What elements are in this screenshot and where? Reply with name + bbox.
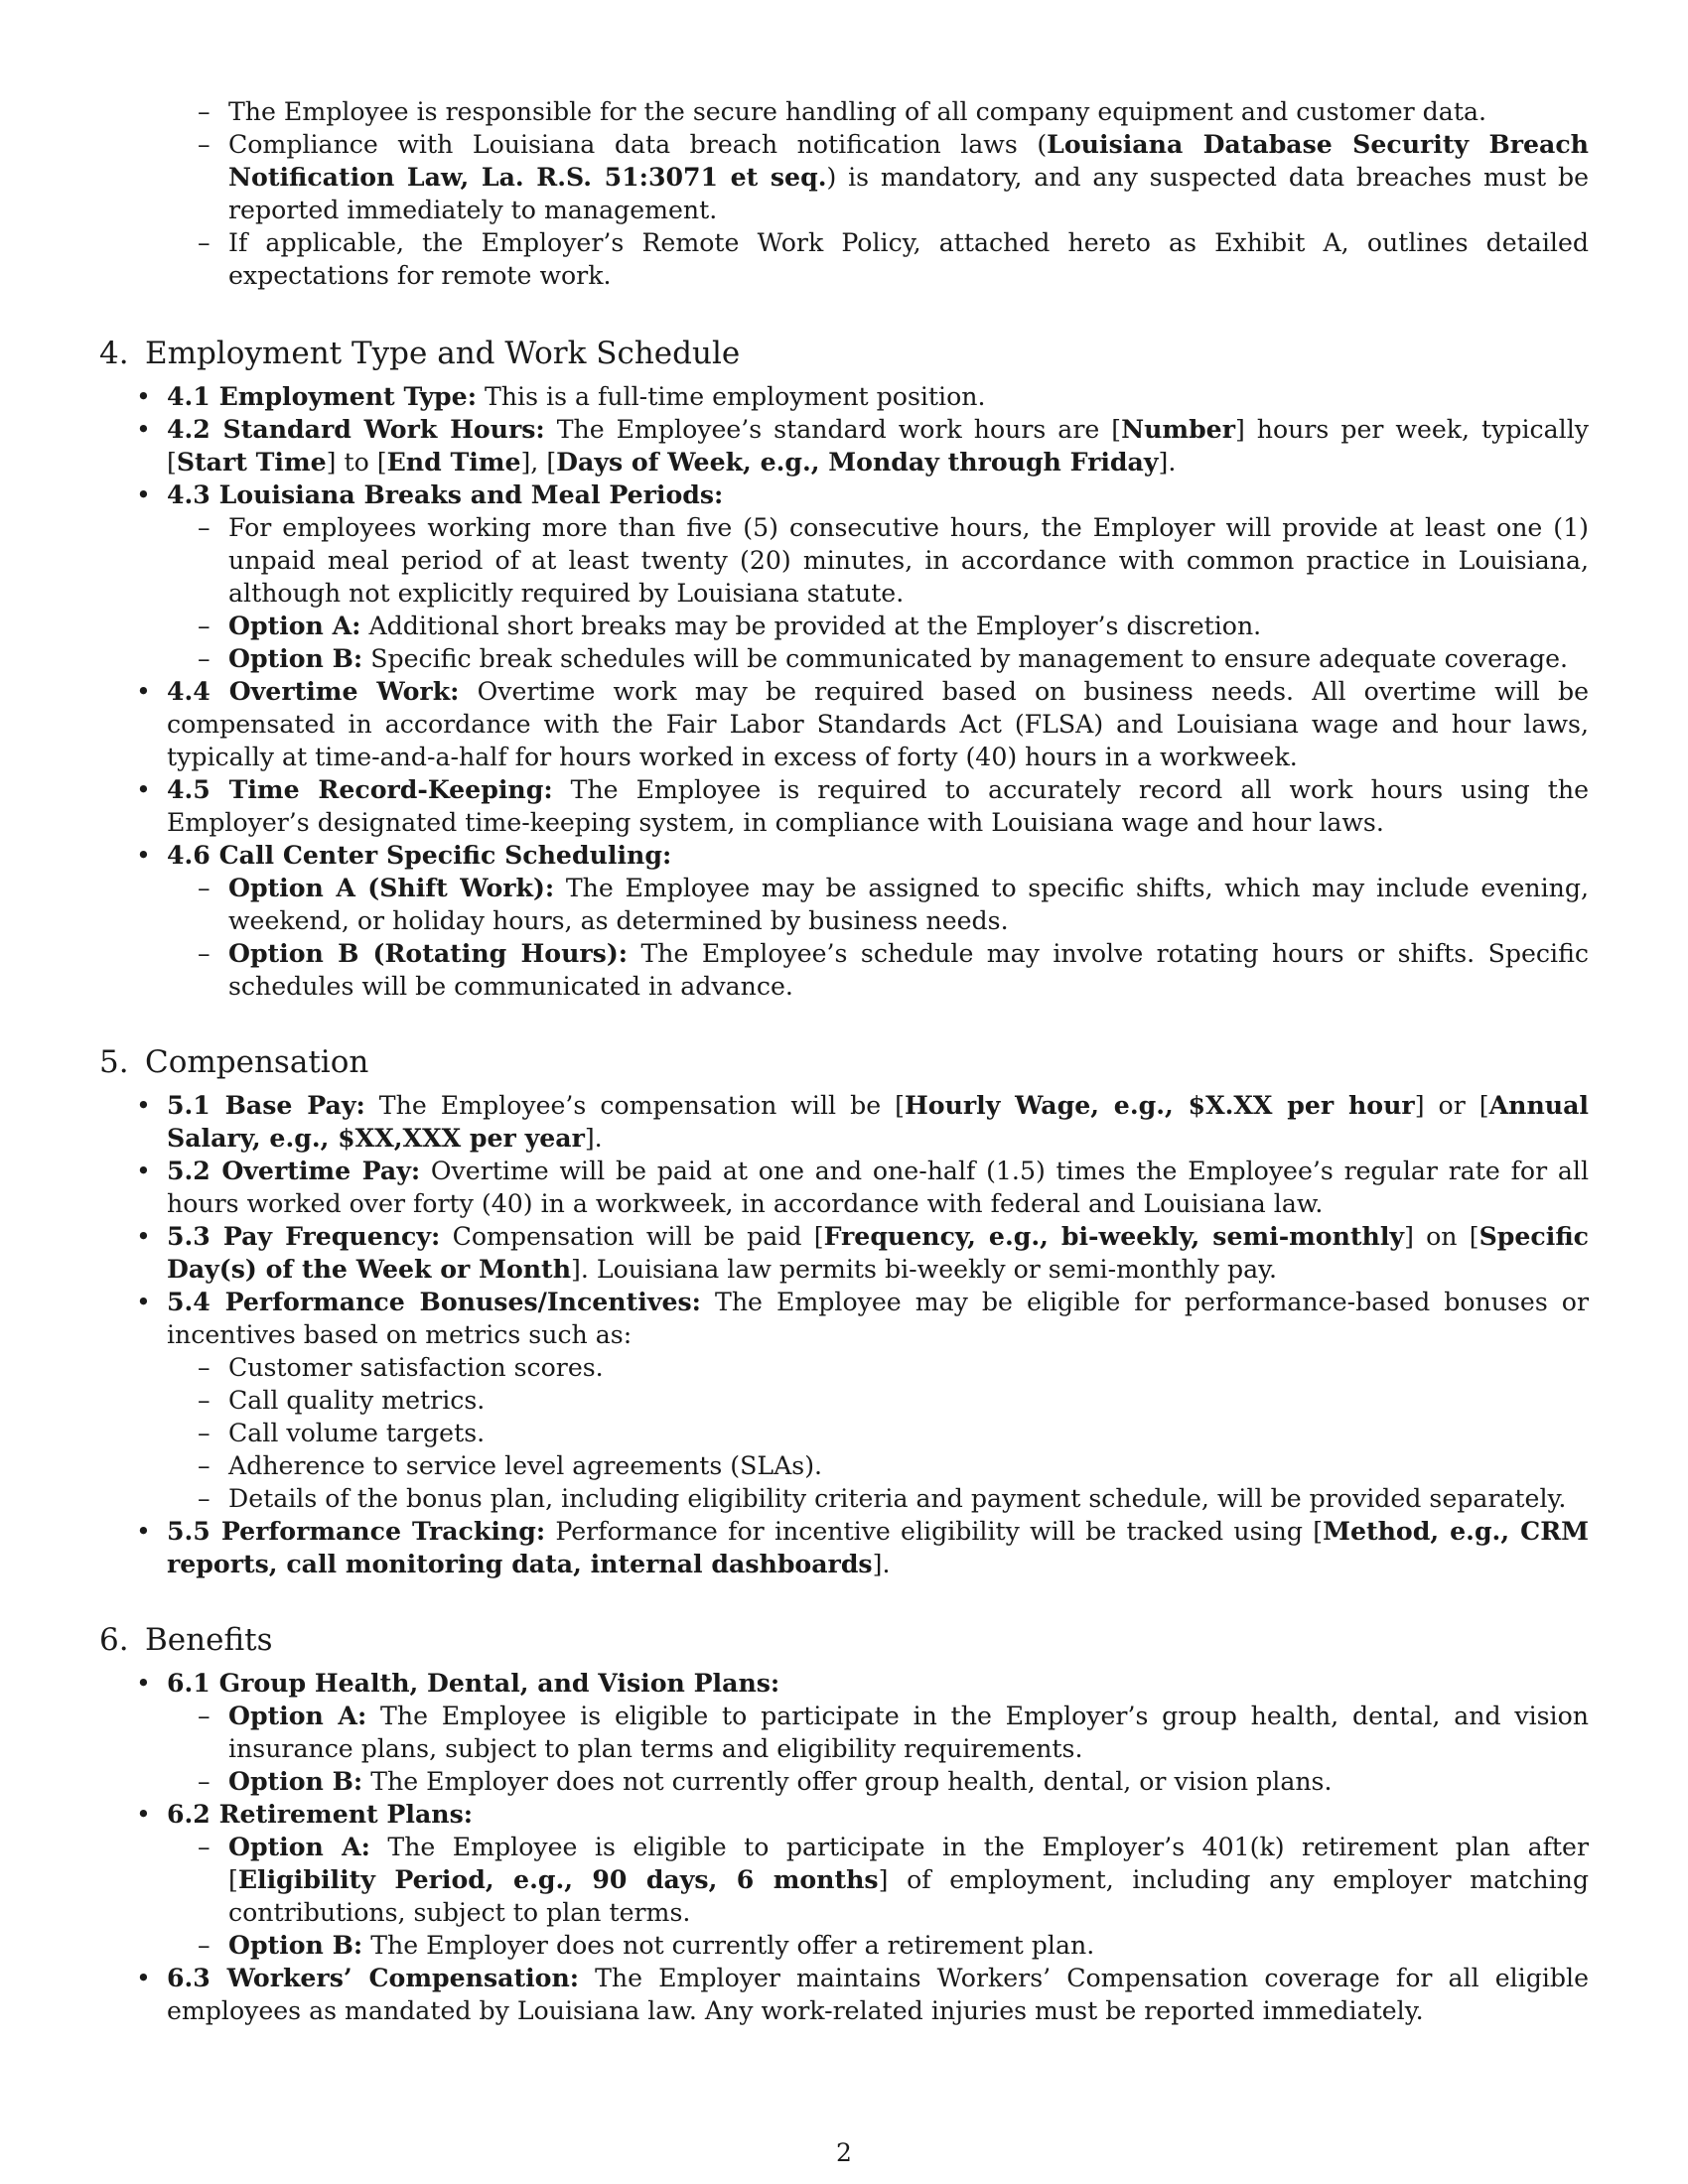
list-item: • 6.3 Workers’ Compensation: The Employer maintains Workers’ Compensation coverage for all eligible employees as mandated by Louisiana law. Any work-related injuries must be reported immediately. — [99, 1962, 1589, 2027]
section-5-list — [99, 1089, 1589, 1580]
list-item: • 4.4 Overtime Work: Overtime work may be required based on business needs. All overtime will be compensated in accordance with the Fair Labor Standards Act (FLSA) and Louisiana wage and hour laws, typically at time-and-a-half for hours worked in excess of forty (40) hours in a workweek. — [99, 675, 1589, 773]
list-item: • 5.2 Overtime Pay: Overtime will be paid at one and one-half (1.5) times the Employee’s regular rate for all hours worked over forty (40) in a workweek, in accordance with federal and Louisiana law. — [99, 1155, 1589, 1220]
sub-list-item: – Call volume targets. — [167, 1417, 1589, 1449]
list-item: – If applicable, the Employer’s Remote Work Policy, attached hereto as Exhibit A, outlines detailed expectations for remote work. — [99, 226, 1589, 292]
list-item: – The Employee is responsible for the secure handling of all company equipment and customer data. — [99, 95, 1589, 128]
section-6-list — [99, 1667, 1589, 2027]
section-heading-5: 5. Compensation — [99, 1044, 369, 1080]
sub-list-item: – Option A: The Employee is eligible to participate in the Employer’s group health, dental, and vision insurance plans, subject to plan terms and eligibility requirements. — [167, 1700, 1589, 1765]
sub-list-item: – For employees working more than five (5) consecutive hours, the Employer will provide at least one (1) unpaid meal period of at least twenty (20) minutes, in accordance with common practice in Louisiana, although not explicitly required by Louisiana statute. — [167, 511, 1589, 610]
page-number: 2 — [836, 2138, 852, 2167]
list-item: • 6.2 Retirement Plans: – Option A: The Employee is eligible to participate in the Employer’s 401(k) retirement plan after [Eligibility Period, e.g., 90 days, 6 months] of employment, including any employer matching contributions, subject to plan terms. – Option B: The Employer does not currently offer a retirement plan. — [99, 1798, 1589, 1962]
sub-list-item: – Details of the bonus plan, including eligibility criteria and payment schedule, will be provided separately. — [167, 1482, 1589, 1515]
sub-list-item: – Option B: The Employer does not currently offer a retirement plan. — [167, 1929, 1589, 1962]
section-4-list — [99, 380, 1589, 1003]
sub-list-item: – Option B: Specific break schedules will be communicated by management to ensure adequate coverage. — [167, 642, 1589, 675]
sub-list — [167, 511, 1589, 675]
sub-list — [167, 872, 1589, 1003]
list-item: – Compliance with Louisiana data breach notification laws (Louisiana Database Security Breach Notification Law, La. R.S. 51:3071 et seq.) is mandatory, and any suspected data breaches must be reported immediately to management. — [99, 128, 1589, 226]
sub-list — [167, 1831, 1589, 1962]
sub-list-item: – Option A: Additional short breaks may be provided at the Employer’s discretion. — [167, 610, 1589, 642]
list-item: • 5.1 Base Pay: The Employee’s compensation will be [Hourly Wage, e.g., $X.XX per hour] or [Annual Salary, e.g., $XX,XXX per year]. — [99, 1089, 1589, 1155]
sub-list-item: – Option A: The Employee is eligible to participate in the Employer’s 401(k) retirement plan after [Eligibility Period, e.g., 90 days, 6 months] of employment, including any employer matching contributions, subject to plan terms. — [167, 1831, 1589, 1929]
section-heading-6: 6. Benefits — [99, 1622, 273, 1658]
sub-list — [167, 1700, 1589, 1798]
sub-list-item: – Option B: The Employer does not currently offer group health, dental, or vision plans. — [167, 1765, 1589, 1798]
list-item: • 5.5 Performance Tracking: Performance for incentive eligibility will be tracked using [Method, e.g., CRM reports, call monitoring data, internal dashboards]. — [99, 1515, 1589, 1580]
sub-list-item: – Customer satisfaction scores. — [167, 1351, 1589, 1384]
list-item: • 4.1 Employment Type: This is a full-time employment position. — [99, 380, 1589, 413]
sub-list — [167, 1351, 1589, 1515]
list-item: • 5.3 Pay Frequency: Compensation will be paid [Frequency, e.g., bi-weekly, semi-monthly] on [Specific Day(s) of the Week or Month]. Louisiana law permits bi-weekly or semi-monthly pay. — [99, 1220, 1589, 1286]
section-heading-4: 4. Employment Type and Work Schedule — [99, 336, 741, 371]
list-item: • 4.3 Louisiana Breaks and Meal Periods: – For employees working more than five (5) consecutive hours, the Employer will provide at least one (1) unpaid meal period of at least twenty (20) minutes, in accordance with common practice in Louisiana, although not explicitly required by Louisiana statute. – Option A: Additional short breaks may be provided at the Employer’s discretion. – Option B: Specific break schedules will be communicated by management to ensure adequate coverage. — [99, 478, 1589, 675]
list-item: • 5.4 Performance Bonuses/Incentives: The Employee may be eligible for performance-based bonuses or incentives based on metrics such as: – Customer satisfaction scores. – Call quality metrics. – Call volume targets. – Adherence to service level agreements (SLAs). – Details of the bonus plan, including eligibility criteria and payment schedule, will be provided separately. — [99, 1286, 1589, 1515]
sub-list-item: – Option A (Shift Work): The Employee may be assigned to specific shifts, which may include evening, weekend, or holiday hours, as determined by business needs. — [167, 872, 1589, 937]
sub-list-item: – Adherence to service level agreements (SLAs). — [167, 1449, 1589, 1482]
sub-list-item: – Option B (Rotating Hours): The Employee’s schedule may involve rotating hours or shifts. Specific schedules will be communicated in advance. — [167, 937, 1589, 1003]
document-page — [99, 95, 1589, 2027]
list-item: • 4.5 Time Record-Keeping: The Employee is required to accurately record all work hours using the Employer’s designated time-keeping system, in compliance with Louisiana wage and hour laws. — [99, 773, 1589, 839]
list-item: • 6.1 Group Health, Dental, and Vision Plans: – Option A: The Employee is eligible to participate in the Employer’s group health, dental, and vision insurance plans, subject to plan terms and eligibility requirements. – Option B: The Employer does not currently offer group health, dental, or vision plans. — [99, 1667, 1589, 1798]
list-item: • 4.6 Call Center Specific Scheduling: – Option A (Shift Work): The Employee may be assigned to specific shifts, which may include evening, weekend, or holiday hours, as determined by business needs. – Option B (Rotating Hours): The Employee’s schedule may involve rotating hours or shifts. Specific schedules will be communicated in advance. — [99, 839, 1589, 1003]
intro-list — [99, 95, 1589, 292]
sub-list-item: – Call quality metrics. — [167, 1384, 1589, 1417]
list-item: • 4.2 Standard Work Hours: The Employee’s standard work hours are [Number] hours per week, typically [Start Time] to [End Time], [Days of Week, e.g., Monday through Friday]. — [99, 413, 1589, 478]
